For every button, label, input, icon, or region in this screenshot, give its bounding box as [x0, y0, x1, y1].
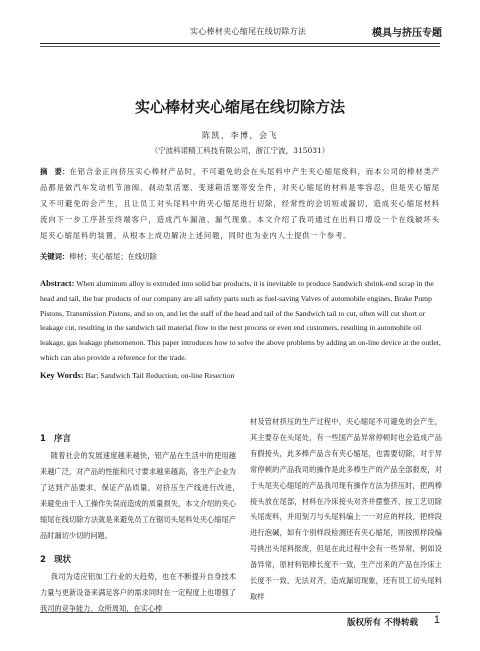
page-number: 1: [433, 614, 440, 626]
section-heading-intro: [40, 430, 236, 448]
keywords-label: 关键词：: [40, 252, 70, 261]
header-column-name: 模具与挤压专题: [372, 28, 442, 39]
section-paragraph: 随着社会的发展速度越来越快，铝产品在生活中的使用越来越广泛，对产品的性能和尺寸要求越来越高，各生产企业为了达到产品要求，保证产品质量，对挤压生产线进行改进， 来避免由于人工操作失误而造成的质量损失，本文介绍的夹心缩尾在线切除方法就是来避免员工在锯切头尾料处夹心缩尾产品时漏切少切的问题。: [40, 451, 244, 540]
section-title: 序言: [54, 434, 72, 444]
section-paragraph: 我司为适应铝加工行业的大趋势，也在不断提升自身技术力量与更新设备来满足客户的需求同时在一定程度上也增强了我司的竞争能力。众所周知，在实心棒: [40, 572, 236, 614]
abstract-text: 在铝合金正向挤压实心棒材产品时，不可避免的会在头尾料中产生夹心缩尾废料，而本公司的棒材类产品都是做汽车发动机节油阀、刹动泵活塞、变速箱活塞等安全件，对夹心缩尾的材料是零容忍，但是夹心缩尾又不可避免的会产生，且让员工对头尾料中的夹心缩尾进行切除，经常性的会切短或漏切，造成夹心缩尾材料流向下一步工序甚至终端客户，造成汽车漏油、漏气现象。本文介绍了我司通过在出料口增设一个在线破坏头尾夹心缩尾料的装置，从根本上成功解决上述问题，同时也为业内人士提供一个参考。: [40, 167, 441, 240]
section-heading-status: [40, 551, 236, 569]
header-rule-thin: [40, 46, 440, 47]
header-article-title: 实心棒材夹心缩尾在线切除方法: [190, 27, 307, 36]
section-number: 1: [40, 434, 46, 444]
english-abstract: [40, 276, 444, 366]
header-rule: [40, 43, 440, 44]
en-keywords-label: Key Words:: [40, 370, 84, 380]
section-paragraph-continued: 材及管材挤压的生产过程中，夹心缩尾不可避免的会产生，其主要存在头尾处，有一些国产品异常停顿时也会造成产品有假接头，此多棒产品含有夹心缩尾，也需要切除，对于异常停顿的产品我司的操作是此多棒生产的产品全部报废，对于头尾夹心缩尾的产品我司现有操作方法为挤压时，把两棒接头放在尾部，材料在冷床接头对齐并摆整齐，按工艺切除头尾废料，并用刻刀与头尾料编上一一对应的样段，把样段进行泡碱，如有个别样段检测还有夹心缩尾，则按照样段编号挑出头尾料报废，但是在此过程中会有一些异常，例如设备异常，原材料铝棒长度不一致，生产出来的产品在冷床上长度不一致，无法对齐，造成漏切现象，还有员工切头尾料取样: [250, 417, 442, 601]
section-number: 2: [40, 555, 46, 566]
running-header: [0, 24, 480, 40]
en-keywords-text: Bar; Sandwich Tail Reduction; on-line Resection: [85, 371, 235, 380]
section-title: 现状: [54, 555, 72, 566]
copyright-notice: 版权所有 不得转载: [347, 618, 418, 628]
english-keywords: [40, 370, 440, 380]
en-abstract-text: When aluminum alloy is extruded into solid bar products, it is inevitable to produce Sandwich shrink-end scrap in the head and tail, the bar products of our company are all safety parts such as fuel-saving Valves of automobile engines, Brake Pump Pistons, Transmission Pistons, and so on, and let the staff of the head and tail of the Sandwich tail to cut, often will cut short or leakage cut, resulting in the sandwich tail material flow to the next process or even end customers, resulting in automobile oil leakage, gas leakage phenomenon. This paper introduces how to solve the above problems by adding an on-line device at the outlet, which can also provide a reference for the trade.: [40, 279, 441, 362]
footer-rule: [40, 612, 440, 613]
body-right-column: [250, 414, 442, 605]
abstract-label: 摘 要：: [40, 167, 70, 176]
body-left-column: [40, 430, 244, 625]
chinese-keywords: [40, 252, 440, 262]
article-affiliation: （宁波科诺精工科技有限公司，浙江宁波，315031）: [150, 146, 330, 155]
keywords-text: 棒材；夹心缩尾；在线切除: [69, 252, 157, 261]
chinese-abstract: [40, 164, 440, 244]
article-authors: 陈凯，李博，会飞: [202, 131, 278, 140]
article-title: 实心棒材夹心缩尾在线切除方法: [134, 98, 345, 116]
en-abstract-label: Abstract:: [40, 278, 75, 288]
